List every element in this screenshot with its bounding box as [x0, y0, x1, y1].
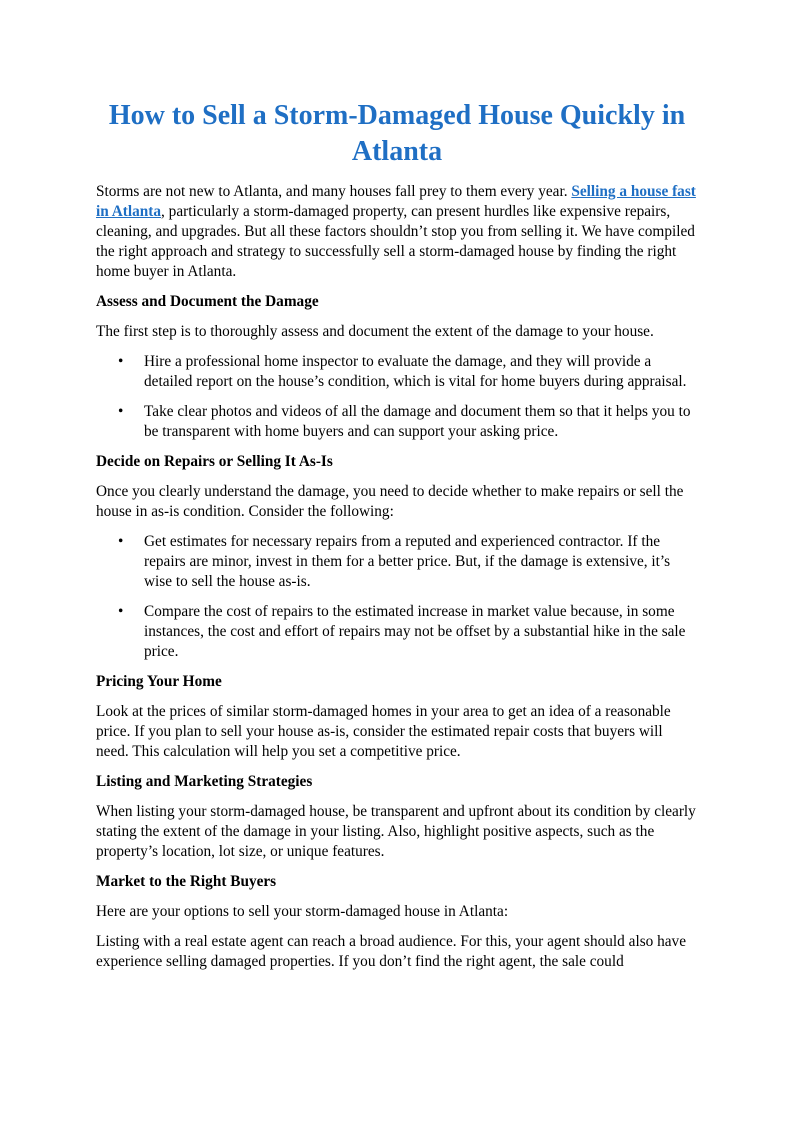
intro-text-before: Storms are not new to Atlanta, and many houses fall prey to them every year.	[96, 183, 572, 200]
bullet-icon: •	[118, 603, 124, 620]
bullet-icon: •	[118, 403, 124, 420]
section-paragraph-assess: The first step is to thoroughly assess and document the extent of the damage to your house.	[96, 323, 654, 340]
list-item-text: Hire a professional home inspector to evaluate the damage, and they will provide a detailed report on the house’s condition, which is vital for home buyers during appraisal.	[144, 353, 687, 390]
section-paragraph-market: Here are your options to sell your storm-damaged house in Atlanta:	[96, 903, 509, 920]
list-item	[96, 352, 698, 392]
section-paragraph-repairs: Once you clearly understand the damage, you need to decide whether to make repairs or sell the house in as-is condition. Consider the following:	[96, 483, 684, 520]
section-heading-market: Market to the Right Buyers	[96, 873, 277, 890]
list-item	[96, 402, 698, 442]
list-item	[96, 602, 698, 662]
section-heading-pricing: Pricing Your Home	[96, 673, 222, 690]
list-item-text: Compare the cost of repairs to the estimated increase in market value because, in some instances, the cost and effort of repairs may not be offset by a substantial hike in the sale price.	[144, 603, 686, 660]
list-item-text: Take clear photos and videos of all the damage and document them so that it helps you to be transparent with home buyers and can support your asking price.	[144, 403, 691, 440]
list-item-text: Get estimates for necessary repairs from a reputed and experienced contractor. If the repairs are minor, invest in them for a better price. But, if the damage is extensive, it’s wise to sell the house as-is.	[144, 533, 671, 590]
section-heading-assess: Assess and Document the Damage	[96, 293, 319, 310]
list-item	[96, 532, 698, 592]
document-page	[96, 98, 698, 982]
intro-text-after: , particularly a storm-damaged property, can present hurdles like expensive repairs, cleaning, and upgrades. But all these factors shouldn’t stop you from selling it. We have compiled the right approach and strategy to successfully sell a storm-damaged house by finding the right home buyer in Atlanta.	[96, 203, 695, 280]
section-heading-repairs: Decide on Repairs or Selling It As-Is	[96, 453, 333, 470]
section-paragraph-market-2: Listing with a real estate agent can reach a broad audience. For this, your agent should also have experience selling damaged properties. If you don’t find the right agent, the sale could	[96, 933, 686, 970]
bullet-icon: •	[118, 353, 124, 370]
section-heading-listing: Listing and Marketing Strategies	[96, 773, 313, 790]
bullet-list-assess	[96, 352, 698, 442]
selling-house-fast-link[interactable]: Selling a house fast in Atlanta	[96, 183, 696, 220]
bullet-icon: •	[118, 533, 124, 550]
section-paragraph-listing: When listing your storm-damaged house, be transparent and upfront about its condition by clearly stating the extent of the damage in your listing. Also, highlight positive aspects, such as the property’s location, lot size, or unique features.	[96, 803, 696, 860]
intro-paragraph	[96, 182, 698, 282]
bullet-list-repairs	[96, 532, 698, 662]
section-paragraph-pricing: Look at the prices of similar storm-damaged homes in your area to get an idea of a reasonable price. If you plan to sell your house as-is, consider the estimated repair costs that buyers will need. This calculation will help you set a competitive price.	[96, 703, 671, 760]
page-title: How to Sell a Storm-Damaged House Quickly in Atlanta	[108, 100, 686, 167]
